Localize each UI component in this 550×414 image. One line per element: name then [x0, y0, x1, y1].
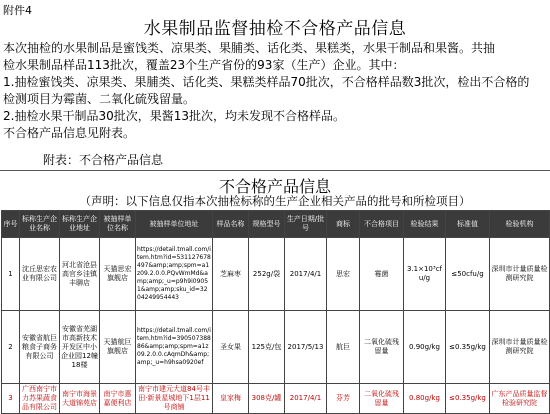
cell-date: 2017/4/1 [285, 238, 327, 311]
nonconforming-products-table [1, 210, 550, 414]
section-divider [0, 170, 550, 171]
cell-institute: 广东产品质量监督检验研究院 [490, 384, 550, 414]
col-header-result: 检验结果 [404, 211, 446, 238]
table-note: （声明：以下信息仅指本次抽检标称的生产企业相关产品的批号和所检项目） [79, 194, 471, 208]
cell-spec: 125克/包 [249, 311, 285, 384]
cell-institute: 深圳市计量质量检测研究院 [490, 311, 550, 384]
col-header-company: 标称生产企业名称 [20, 211, 60, 238]
cell-sampled-address: https://detail.tmall.com/item.htm?id=531127678497&amp;amp;spm=a1z09.2.0.0.PQvWmMd&amp;amp;_u=p9h9i09051&amp;amp;sku_id=3204249954443 [136, 238, 213, 311]
paragraph-6: 不合格产品信息见附表。 [3, 126, 136, 140]
document-title: 水果制品监督抽检不合格产品信息 [143, 19, 407, 39]
cell-sampled-unit: 天猫航巨旗舰店 [100, 311, 136, 384]
cell-standard: ≤0.35g/kg [446, 311, 490, 384]
table-row [2, 238, 550, 311]
col-header-sampled-address: 被抽样单位地址 [136, 211, 213, 238]
table-row [2, 384, 550, 414]
cell-company-address: 河北省沧县高官乡洼镇丰聊店 [60, 238, 100, 311]
cell-company-address: 南宁市海景大道锦苑店 [60, 384, 100, 414]
cell-brand: 芬芳 [327, 384, 360, 414]
cell-index: 1 [2, 238, 20, 311]
cell-brand: 思宏 [327, 238, 360, 311]
col-header-sample-name: 样品名称 [213, 211, 249, 238]
col-header-sampled-unit: 被抽样单位名称 [100, 211, 136, 238]
col-header-brand: 商标 [327, 211, 360, 238]
col-header-institute: 检验机构 [490, 211, 550, 238]
cell-sample-name: 芝麻枣 [213, 238, 249, 311]
cell-sample-name: 皇家梅 [213, 384, 249, 414]
table-header-row [2, 211, 550, 238]
paragraph-3: 1.抽检蜜饯类、凉果类、果脯类、话化类、果糕类样品70批次，不合格样品数3批次，检出不合格的 [3, 75, 530, 89]
cell-sampled-unit: 南宁市惠嘉便利店 [100, 384, 136, 414]
table-title: 不合格产品信息 [218, 177, 331, 196]
cell-company: 沈丘思宏农业有限公司 [20, 238, 60, 311]
cell-date: 2017/5/13 [285, 311, 327, 384]
cell-standard: ≤50cfu/g [446, 238, 490, 311]
cell-company: 安徽省航巨粮食子商务有限公司 [20, 311, 60, 384]
cell-spec: 252g/袋 [249, 238, 285, 311]
cell-result: 0.80g/kg [404, 384, 446, 414]
cell-sampled-unit: 天猫思宏旗舰店 [100, 238, 136, 311]
cell-standard: ≤0.35g/kg [446, 384, 490, 414]
paragraph-4: 检测项目为霉菌、二氧化硫残留量。 [3, 92, 196, 106]
cell-institute: 深圳市计量质量检测研究院 [490, 238, 550, 311]
cell-spec: 308克/罐 [249, 384, 285, 414]
col-header-date: 生产日期/批号 [285, 211, 327, 238]
cell-company: 广西南宁市力苏果蔬食品有限公司 [20, 384, 60, 414]
cell-index: 2 [2, 311, 20, 384]
cell-index: 3 [2, 384, 20, 414]
cell-result: 3.1×10³cfu/g [404, 238, 446, 311]
paragraph-1: 本次抽检的水果制品是蜜饯类、凉果类、果脯类、话化类、果糕类，水果干制品和果酱。共抽 [3, 41, 496, 55]
appendix-caption: 附表：不合格产品信息 [43, 153, 164, 167]
annex-label: 附件4 [3, 4, 32, 17]
col-header-spec: 规格型号 [249, 211, 285, 238]
paragraph-2: 检水果制品样品113批次，覆盖23个生产省份的93家（生产）企业。其中： [3, 58, 405, 72]
cell-company-address: 安徽省芜湖市高新技术开发区中小企业园12幢18楼 [60, 311, 100, 384]
col-header-standard: 标准值 [446, 211, 490, 238]
paragraph-5: 2.抽检水果干制品30批次，果酱13批次，均未发现不合格样品。 [3, 109, 345, 123]
table-row [2, 311, 550, 384]
cell-failed-item: 二氧化硫残留量 [360, 311, 404, 384]
col-header-failed-item: 不合格项目 [360, 211, 404, 238]
cell-failed-item: 二氧化硫残留量 [360, 384, 404, 414]
cell-brand: 航巨 [327, 311, 360, 384]
col-header-company-address: 标称生产企业地址 [60, 211, 100, 238]
col-header-index: 序号 [2, 211, 20, 238]
cell-failed-item: 霉菌 [360, 238, 404, 311]
cell-sampled-address: https://detail.tmall.com/item.htm?id=39050738886&amp;amp;spm=a1z09.2.0.0.cAqmDh&amp;amp;_u=h9hsa0920ef [136, 311, 213, 384]
cell-sampled-address: 南宁市建元大道84号丰田·新景星城地下1层11号商铺 [136, 384, 213, 414]
cell-sample-name: 圣女果 [213, 311, 249, 384]
cell-date: 2017/4/1 [285, 384, 327, 414]
cell-result: 0.90g/kg [404, 311, 446, 384]
